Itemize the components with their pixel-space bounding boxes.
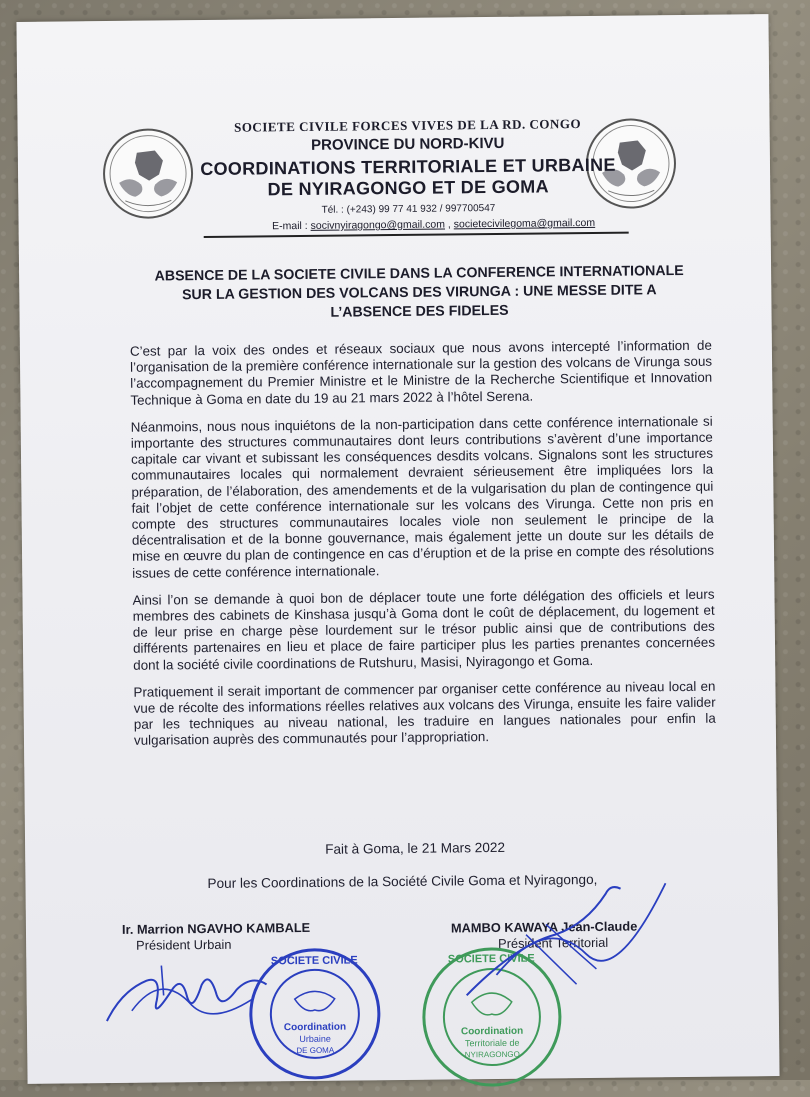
stamp-green-line-1: Coordination	[460, 1025, 524, 1038]
paragraph-delegation: Ainsi l’on se demande à quoi bon de déplacer toute une forte délégation des officiels et leurs membres des cabinets de Kinshasa jusqu’à Goma dont le coût de déplacement, du logement et de leur prise en charge pèse lourdement sur le trésor public ainsi que de contributions des différents partenaires en lieu et place de faire participer plus les parties prenantes concernées dont la société civile coordinations de Rutshuru, Masisi, Nyiragongo et Goma.	[132, 586, 716, 673]
signature-territorial	[455, 873, 676, 1015]
title-line-3: L’ABSENCE DES FIDELES	[330, 302, 509, 321]
hands-map-emblem-icon	[105, 130, 192, 217]
document-page	[16, 14, 779, 1084]
signatory-role-territorial: Président Territorial	[498, 934, 609, 951]
email-link-nyiragongo: socivnyiragongo@gmail.com	[310, 218, 446, 232]
title-line-1: ABSENCE DE LA SOCIETE CIVILE DANS LA CONFERENCE INTERNATIONALE	[154, 262, 684, 285]
header-email	[234, 217, 634, 233]
document-body	[130, 338, 716, 761]
title-line-2: SUR LA GESTION DES VOLCANS DES VIRUNGA : UNE MESSE DITE A	[181, 282, 657, 304]
stamp-green-line-2: Territoriale de	[464, 1037, 520, 1049]
header-province: PROVINCE DU NORD-KIVU	[310, 134, 505, 154]
signatory-role-urbain: Président Urbain	[136, 936, 232, 953]
header-phone: Tél. : (+243) 99 77 41 932 / 997700547	[321, 202, 496, 216]
on-behalf-line: Pour les Coordinations de la Société Civile Goma et Nyiragongo,	[207, 871, 598, 892]
email-separator: ,	[444, 218, 451, 231]
place-date: Fait à Goma, le 21 Mars 2022	[325, 839, 506, 857]
stamp-blue-line-1: Coordination	[283, 1021, 347, 1034]
email-label: E-mail :	[272, 219, 308, 233]
header-coordinations: COORDINATIONS TERRITORIALE ET URBAINE	[200, 154, 616, 180]
stamp-green-ring-text: SOCIETE CIVILE	[447, 952, 535, 966]
signatory-name-urbain: Ir. Marrion NGAVHO KAMBALE	[121, 919, 311, 937]
stamp-coordination-urbaine	[244, 943, 385, 1084]
paragraph-recommendation: Pratiquement il serait important de commencer par organiser cette conférence au niveau local en vue de récolte des informations réelles relatives aux volcans des Virunga, ensuite les faire valider par les techniques au niveau national, les traduire en langues nationales pour enfin la vulgarisation auprès des communautés pour l’appropriation.	[133, 678, 716, 749]
email-link-goma: societecivilegoma@gmail.com	[453, 216, 596, 231]
paragraph-concern: Néanmoins, nous nous inquiétons de la non-participation dans cette conférence internationale si importante des structures communautaires dont leurs contributions s’avèrent d’une importance capitale car vivant et subissant les conséquences desdits volcans. Signalons sont les structures communautaires locales qui normalement devraient sérieusement être impliquées lors la préparation, de l’élaboration, des amendements et de la vulgarisation du plan de contingence qui fait l’objet de cette conférence internationale sur les volcans des Virunga. Cette non pris en compte des structures communautaires locales viole non seulement le principe de la décentralisation et de la bonne gouvernance, mais également jette un doute sur les détails de mise en œuvre du plan de contingence en cas d’éruption et de la prise en compte des résolutions issues de cette conférence internationale.	[130, 413, 715, 581]
header-rule	[204, 232, 629, 238]
header-location: DE NYIRAGONGO ET DE GOMA	[267, 176, 549, 200]
paragraph-intro: C’est par la voix des ondes et réseaux sociaux que nous avons intercepté l’information de l’organisation de la première conférence internationale sur la gestion des volcans de Virunga sous l’accompagnement du Premier Ministre et le Ministre de la Recherche Scientifique et Innovation Technique à Goma en date du 19 au 21 mars 2022 à l’hôtel Serena.	[129, 337, 713, 408]
document-title	[119, 262, 720, 325]
signatory-name-territorial: MAMBO KAWAYA Jean-Claude	[450, 918, 638, 936]
stamp-blue-line-2: Urbaine	[299, 1033, 331, 1045]
stamp-green-line-3: NYIRAGONGO	[464, 1049, 520, 1060]
stamp-blue-line-3: DE GOMA	[296, 1045, 335, 1056]
header-organization: SOCIETE CIVILE FORCES VIVES DE LA RD. CONGO	[233, 116, 582, 135]
stamp-blue-ring-text: SOCIETE CIVILE	[270, 954, 358, 968]
org-logo-left	[103, 128, 194, 219]
